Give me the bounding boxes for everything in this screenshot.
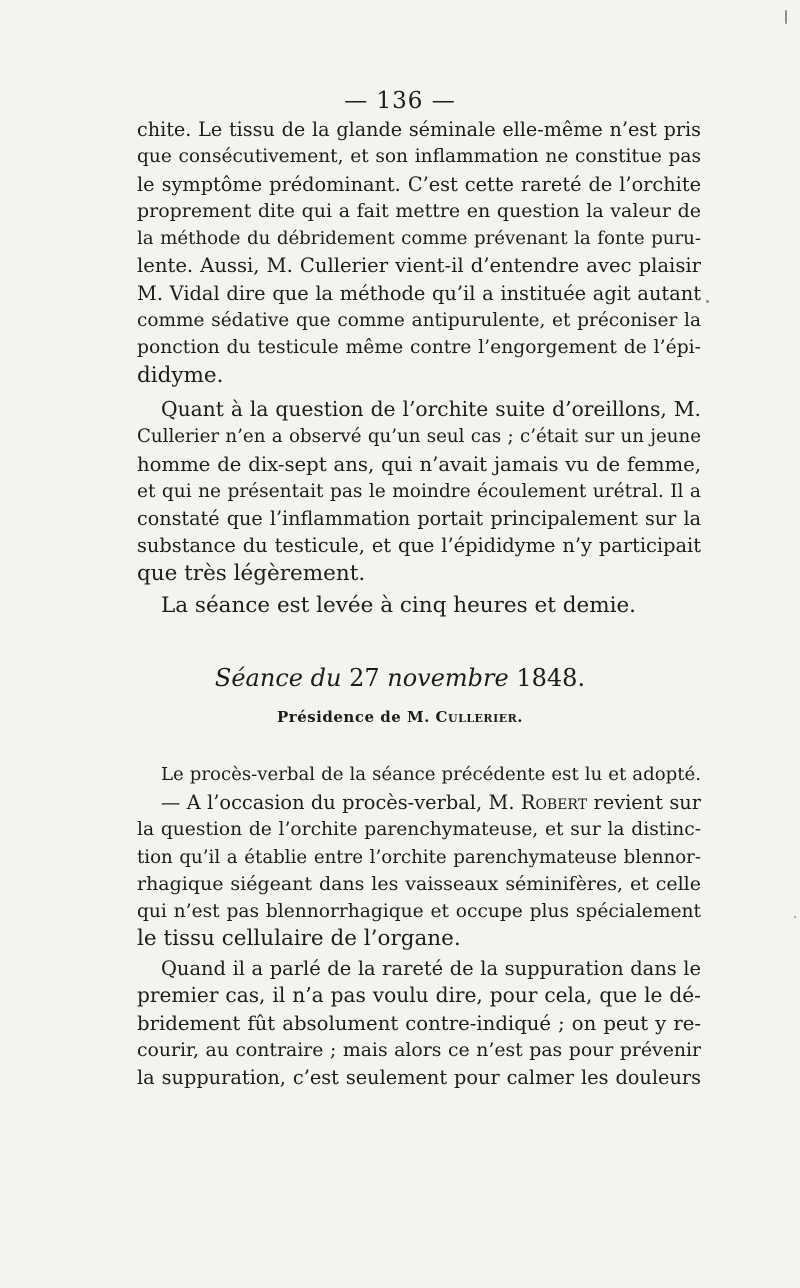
text-line: didyme.	[137, 362, 224, 388]
text-line: Quand il a parlé de la rareté de la suppuration dans le	[161, 957, 701, 980]
text-line: et qui ne présentait pas le moindre écoulement urétral. Il a	[137, 480, 701, 502]
text-line: Le procès-verbal de la séance précédente est lu et adopté.	[161, 764, 701, 785]
text-fragment: — A l’occasion du procès-verbal, M.	[161, 791, 515, 814]
text-line: la question de l’orchite parenchymateuse, et sur la distinc-	[137, 819, 701, 841]
session-year: 1848.	[516, 664, 586, 692]
text-line: La séance est levée à cinq heures et demie.	[161, 593, 637, 618]
session-day: 27	[349, 664, 380, 692]
text-fragment: revient sur	[593, 791, 702, 814]
presidence-prefix: Présidence de M.	[277, 708, 430, 726]
text-line: le symptôme prédominant. C’est cette rareté de l’orchite	[137, 172, 701, 196]
text-line: proprement dite qui a fait mettre en question la valeur de	[137, 199, 701, 222]
text-line: ponction du testicule même contre l’engorgement de l’épi-	[137, 337, 701, 359]
session-title-prefix: Séance du	[214, 664, 342, 692]
page-number: — 136 —	[344, 88, 456, 114]
text-line: Quant à la question de l’orchite suite d’oreillons, M.	[161, 397, 701, 421]
session-month: novembre	[387, 664, 509, 692]
text-line: rhagique siégeant dans les vaisseaux séminifères, et celle	[137, 872, 701, 895]
text-line: bridement fût absolument contre-indiqué ; on peut y re-	[137, 1011, 701, 1035]
paragraph-continuation	[137, 116, 701, 389]
paper-speck	[706, 300, 709, 303]
paper-speck	[794, 916, 796, 918]
text-line: chite. Le tissu de la glande séminale elle-même n’est pris	[137, 118, 701, 141]
paragraph-robert	[137, 789, 701, 953]
text-line: substance du testicule, et que l’épididyme n’y participait	[137, 534, 701, 558]
text-line: la méthode du débridement comme prévenant la fonte puru-	[137, 228, 701, 250]
author-name: Robert	[520, 791, 588, 814]
text-line: que très légèrement.	[137, 560, 366, 586]
text-line: que consécutivement, et son inflammation ne constitue pas	[137, 146, 701, 168]
text-line: la suppuration, c’est seulement pour calmer les douleurs	[137, 1066, 701, 1090]
paragraph-oreillons	[137, 396, 701, 587]
text-line: le tissu cellulaire de l’organe.	[137, 926, 461, 952]
paragraph-suppuration	[137, 955, 701, 1091]
text-line: tion qu’il a établie entre l’orchite parenchymateuse blennor-	[137, 846, 701, 868]
text-line: comme sédative que comme antipurulente, et préconiser la	[137, 310, 701, 332]
paper-speck	[785, 10, 787, 24]
text-line-first	[137, 789, 701, 816]
text-line: courir, au contraire ; mais alors ce n’est pas pour prévenir	[137, 1039, 701, 1061]
text-line: M. Vidal dire que la méthode qu’il a instituée agit autant	[137, 281, 701, 305]
presidence-line	[0, 708, 800, 726]
president-name: Cullerier.	[435, 708, 523, 726]
session-heading	[0, 664, 800, 692]
text-line: homme de dix-sept ans, qui n’avait jamais vu de femme,	[137, 452, 701, 476]
paragraph-proces-verbal	[137, 761, 701, 788]
text-line: constaté que l’inflammation portait principalement sur la	[137, 507, 701, 531]
text-line: qui n’est pas blennorrhagique et occupe plus spécialement	[137, 901, 701, 923]
text-line: Cullerier n’en a observé qu’un seul cas ; c’était sur un jeune	[137, 426, 701, 448]
paragraph-levee	[137, 592, 701, 619]
text-line: premier cas, il n’a pas voulu dire, pour cela, que le dé-	[137, 983, 701, 1008]
text-line: lente. Aussi, M. Cullerier vient-il d’entendre avec plaisir	[137, 254, 701, 278]
